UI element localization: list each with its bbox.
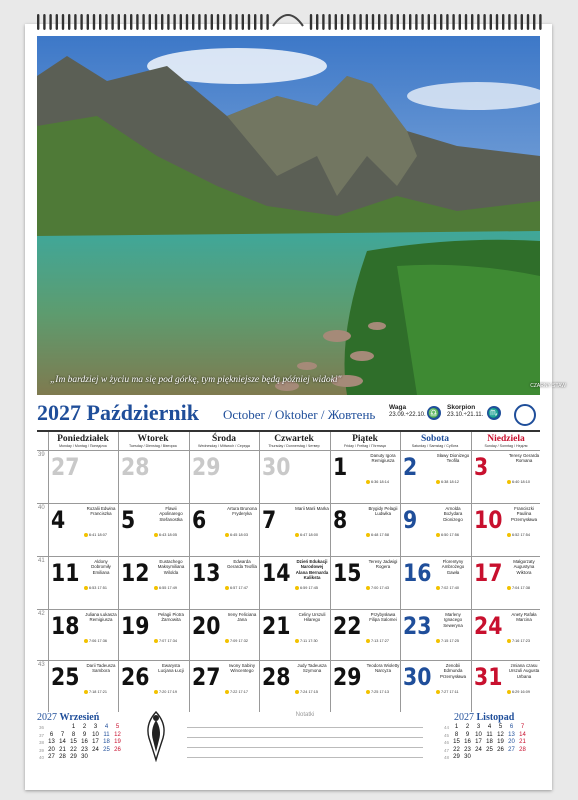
mini-week-row: 46 15 16 17 18 19 20 21 [443, 739, 526, 745]
day-number: 20 [192, 612, 221, 640]
sunrise-sunset: 7:24 17:15 [295, 690, 318, 694]
name-days: Przybysława Filipa Salomei [369, 612, 397, 623]
day-number: 29 [192, 453, 221, 481]
day-cell[interactable] [400, 503, 470, 556]
sunrise-sunset: 6:50 17:56 [436, 533, 459, 537]
day-number: 28 [121, 453, 150, 481]
day-cell[interactable] [471, 556, 541, 609]
name-days: Danuty Igora Remigiusza [370, 453, 396, 464]
day-number: 15 [333, 559, 362, 587]
name-days: Iwony Sabiny Wincentego [228, 663, 256, 674]
name-days: Florentyny Ambrożego Gawła [441, 559, 465, 575]
day-number: 22 [333, 612, 362, 640]
day-cell[interactable] [330, 609, 400, 662]
name-days: Aldony Dobromiły Emiliana [91, 559, 111, 575]
day-cell[interactable] [259, 556, 329, 609]
mini-week-row: 40 27 28 29 30 [38, 754, 88, 760]
weekday-header: Piątek Friday / Freitag / П'ятниця [343, 434, 387, 448]
zodiac-libra: Waga 23.09.÷22.10. [389, 404, 426, 418]
day-number: 27 [192, 663, 221, 691]
sunrise-sunset: 6:45 18:03 [225, 533, 248, 537]
day-cell[interactable] [330, 556, 400, 609]
sunrise-sunset: 7:07 17:34 [154, 639, 177, 643]
name-days: Zenobii Edmunda Przemysława [439, 663, 467, 679]
notes-area[interactable] [187, 712, 423, 758]
month-header [37, 400, 540, 430]
sunrise-sunset: 7:16 17:23 [507, 639, 530, 643]
mini-week-row: 48 29 30 [443, 754, 471, 760]
name-days: Judy Tadeusza Szymona [297, 663, 327, 674]
sunrise-sunset: 7:11 17:30 [295, 639, 318, 643]
day-cell[interactable] [189, 450, 259, 503]
day-number: 24 [474, 612, 503, 640]
libra-icon: ♎ [428, 408, 440, 418]
name-days: Darii Tadeusza Sambora [86, 663, 116, 674]
name-days: Brygidy Pelagii Ludwika [368, 506, 398, 517]
sunrise-sunset: 7:15 17:25 [436, 639, 459, 643]
sunrise-sunset: 7:22 17:17 [225, 690, 248, 694]
zodiac-scorpio: Skorpion 23.10.÷21.11. [447, 404, 484, 418]
day-number: 3 [474, 453, 489, 481]
mini-week-row: 38 13 14 15 16 17 18 19 [38, 739, 121, 745]
sunrise-sunset: 6:41 18:07 [84, 533, 107, 537]
sunrise-sunset: 6:43 18:05 [154, 533, 177, 537]
day-cell[interactable] [471, 450, 541, 503]
weekday-header: Niedziela Sunday / Sonntag / Неділя [484, 434, 528, 448]
day-cell[interactable] [400, 450, 470, 503]
weekday-header: Środa Wednesday / Mittwoch / Середа [198, 434, 250, 448]
day-cell[interactable] [330, 450, 400, 503]
month-translations: October / Oktober / Жовтень [223, 407, 376, 422]
name-days: Teodora Wioletty Narcyza [366, 663, 400, 674]
sunrise-sunset: 7:02 17:40 [436, 586, 459, 590]
photo-quote: „Im bardziej w życiu ma się pod górkę, tym piękniejsze będą później widoki" [50, 375, 342, 385]
sunrise-sunset: 7:09 17:32 [225, 639, 248, 643]
day-cell[interactable] [259, 660, 329, 713]
day-cell[interactable] [118, 609, 188, 662]
weekday-header: Poniedziałek Monday / Montag / Понеділок [57, 434, 109, 448]
day-cell[interactable] [330, 503, 400, 556]
day-number: 16 [403, 559, 432, 587]
day-cell[interactable] [48, 450, 118, 503]
week-number: 39 [38, 452, 45, 458]
name-days: Pelagii Piotra Żarnowita [158, 612, 184, 623]
day-number: 25 [51, 663, 80, 691]
name-days: Arnolda Bożydara Dionizego [443, 506, 463, 522]
folk-ornament-icon [139, 710, 173, 762]
sunrise-sunset: 6:52 17:54 [507, 533, 530, 537]
day-cell[interactable] [471, 660, 541, 713]
sunrise-sunset: 6:47 18:00 [295, 533, 318, 537]
sunrise-sunset: 6:55 17:49 [154, 586, 177, 590]
name-days: zmiana czasu Urszuli Augusta Urbana [508, 663, 540, 679]
day-number: 14 [262, 559, 291, 587]
mini-calendar-prev: 2027 Wrzesień 36 1 2 3 4 5 37 6 7 8 9 10 11 12 38 13 14 15 16 17 18 19 39 20 21 22 23 24 25 26 40 27 28 29 30 [37, 712, 135, 762]
day-number: 27 [51, 453, 80, 481]
mini-week-row: 47 22 23 24 25 26 27 28 [443, 746, 526, 753]
name-days: Franciszki Paulina Przemysława [510, 506, 538, 522]
day-cell[interactable] [48, 609, 118, 662]
day-number: 12 [121, 559, 150, 587]
day-number: 4 [51, 506, 66, 534]
week-number: 40 [38, 505, 45, 511]
scorpio-icon: ♏ [488, 408, 500, 418]
sunrise-sunset: 7:06 17:36 [84, 639, 107, 643]
sunrise-sunset: 7:27 17:11 [436, 690, 459, 694]
name-days: Flawii Apolinarego Stefanostka [159, 506, 183, 522]
day-cell[interactable] [118, 450, 188, 503]
day-number: 17 [474, 559, 503, 587]
day-cell[interactable] [400, 556, 470, 609]
name-days: Marleny Ignacego Seweryna [443, 612, 463, 628]
day-cell[interactable] [400, 609, 470, 662]
month-title: 2027 Październik [37, 400, 199, 425]
day-number: 5 [121, 506, 136, 534]
sunrise-sunset: 7:13 17:27 [366, 639, 389, 643]
name-days: Ewarysta Lucjana Łucji [158, 663, 184, 674]
name-days: Ireny Feliciana Jana [227, 612, 257, 623]
day-number: 6 [192, 506, 207, 534]
name-days: Anety Rafała Marcina [511, 612, 537, 623]
mini-calendar-next: 2027 Listopad 44 1 2 3 4 5 6 7 45 8 9 10 11 12 13 14 46 15 16 17 18 19 20 21 47 22 23 24 25 26 27 28 48 29 30 [442, 712, 540, 762]
day-cell[interactable] [400, 660, 470, 713]
day-cell[interactable] [189, 556, 259, 609]
sunrise-sunset: 7:20 17:19 [154, 690, 177, 694]
day-number: 2 [403, 453, 418, 481]
day-number: 30 [403, 663, 432, 691]
weekday-header: Wtorek Tuesday / Dienstag / Вівторок [128, 434, 178, 448]
day-cell[interactable] [118, 503, 188, 556]
day-cell[interactable] [259, 450, 329, 503]
sunrise-sunset: 6:40 18:10 [507, 480, 530, 484]
name-days: Artura Brunona Fryderyka [227, 506, 257, 517]
day-number: 10 [474, 506, 503, 534]
mini-week-row: 44 1 2 3 4 5 6 7 [443, 724, 525, 730]
day-number: 8 [333, 506, 348, 534]
footer [37, 712, 540, 764]
day-cell[interactable] [259, 503, 329, 556]
sunrise-sunset: 6:48 17:58 [366, 533, 389, 537]
day-cell[interactable] [471, 503, 541, 556]
day-number: 13 [192, 559, 221, 587]
sunrise-sunset: 6:38 18:12 [436, 480, 459, 484]
day-cell[interactable] [48, 660, 118, 713]
month-grid [37, 430, 540, 712]
day-number: 23 [403, 612, 432, 640]
day-cell[interactable] [118, 660, 188, 713]
name-days: Edwarda Gerarda Teofila [227, 559, 257, 570]
day-cell[interactable] [48, 503, 118, 556]
name-days: Juliana Łukasza Remigiusza [85, 612, 117, 623]
day-number: 7 [262, 506, 277, 534]
sunrise-sunset: 7:25 17:13 [366, 690, 389, 694]
sunrise-sunset: 7:18 17:21 [84, 690, 107, 694]
day-cell[interactable] [189, 660, 259, 713]
name-days: Marii Marii Marka [295, 506, 329, 511]
day-number: 26 [121, 663, 150, 691]
name-days: Eustachego Maksymiliana Wilolda [157, 559, 185, 575]
day-number: 18 [51, 612, 80, 640]
name-days: Sławy Dionizego Teofila [436, 453, 470, 464]
sunrise-sunset: 6:53 17:51 [84, 586, 107, 590]
name-days: Teresy Gerarda Romana [508, 453, 540, 464]
week-number: 43 [38, 662, 45, 668]
weekday-header: Czwartek Thursday / Donnerstag / Четвер [268, 434, 320, 448]
photo-caption: CZARNY STAW [530, 383, 566, 389]
day-number: 31 [474, 663, 503, 691]
sunrise-sunset: 6:59 17:45 [295, 586, 318, 590]
day-cell[interactable] [189, 503, 259, 556]
day-number: 11 [51, 559, 80, 587]
day-number: 1 [333, 453, 348, 481]
day-number: 29 [333, 663, 362, 691]
sunrise-sunset: 6:29 16:09 [507, 690, 530, 694]
sunrise-sunset: 7:04 17:38 [507, 586, 530, 590]
day-cell[interactable] [330, 660, 400, 713]
spiral-binding [25, 10, 552, 32]
name-days: Celiny Urszuli Hilarego [298, 612, 326, 623]
landscape-photo [37, 36, 540, 395]
name-days: Małgorzaty Augustyna Wiktora [513, 559, 535, 575]
mini-week-row: 36 1 2 3 4 5 [38, 724, 120, 730]
day-number: 21 [262, 612, 291, 640]
day-cell[interactable] [48, 556, 118, 609]
day-number: 30 [262, 453, 291, 481]
day-cell[interactable] [189, 609, 259, 662]
sunrise-sunset: 6:57 17:47 [225, 586, 248, 590]
mini-week-row: 37 6 7 8 9 10 11 12 [38, 731, 121, 738]
notes-label: Notatki [295, 712, 315, 718]
week-number: 42 [38, 611, 45, 617]
mini-week-row: 45 8 9 10 11 12 13 14 [443, 731, 526, 738]
name-days: Teresy Jadwigi Rogera [368, 559, 398, 570]
week-number: 41 [38, 558, 45, 564]
sunrise-sunset: 7:00 17:43 [366, 586, 389, 590]
folk-ornament-icon [514, 404, 536, 426]
day-cell[interactable] [259, 609, 329, 662]
day-cell[interactable] [471, 609, 541, 662]
day-number: 19 [121, 612, 150, 640]
day-cell[interactable] [118, 556, 188, 609]
weekday-header: Sobota Saturday / Samstag / Субота [411, 434, 459, 448]
sunrise-sunset: 6:36 18:14 [366, 480, 389, 484]
name-days: Rozalii Edwina Franciszka [86, 506, 116, 517]
name-days: Dzień Edukacji Narodowej Alana Bernarda Kaliksta [295, 559, 329, 581]
day-number: 28 [262, 663, 291, 691]
mini-week-row: 39 20 21 22 23 24 25 26 [38, 746, 121, 753]
day-number: 9 [403, 506, 418, 534]
